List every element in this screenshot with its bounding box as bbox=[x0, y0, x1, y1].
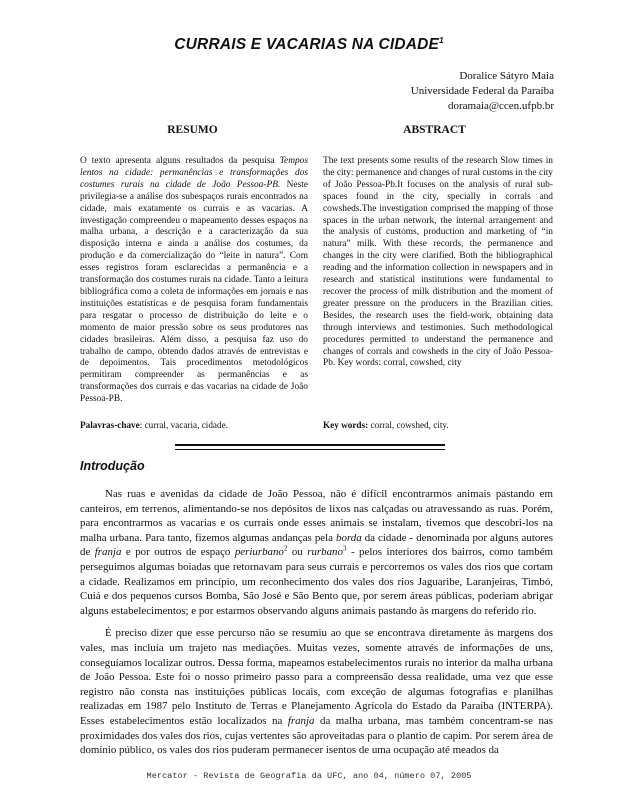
intro-paragraph-1: Nas ruas e avenidas da cidade de João Pessoa, não é difícil encontrarmos animais pastando em canteiros, em terrenos, alimentando-se nos depósitos de lixos nas calçadas ou atravessando as ruas. Porém, para encontrarmos as vacarias e os currais onde esses animais se instalam, tivemos que descobri-los na malha urbana. Para tanto, fizemos algumas andanças pela borda da cidade - denominada por alguns autores de franja e por outros de espaço periurbano$^2$ ou rurbano$^3$ - pelos interiores dos bairros, como também perseguimos algumas boiadas que retornavam para seus currais e percorremos os vales dos rios que cortam a cidade. Realizamos em princípio, um reconhecimento dos vales dos rios Jaguaribe, Laranjeiras, Timbó, Cuiá e dos pequenos cursos Bomba, São José e São Bento que, por serem áreas públicas, poderiam abrigar alguns estabelecimentos; e por estarmos observando alguns animais pastando às margens do referido rio. bbox=[80, 488, 553, 617]
resumo-text: O texto apresenta alguns resultados da pesquisa Tempos lentos na cidade: permanências e transformações dos costumes rurais na cidade de João Pessoa-PB. Neste privilegia-se a análise dos subespaços rurais encontrados na cidade, mais exatamente os currais e as vacarias. A investigação compreendeu o mapeamento desses espaços na malha urbana, a descrição e a caracterização da sua disposição interna e ainda a análise dos costumes, da produção e da comercialização do “leite in natura”. Com esses registros foram esclarecidas a permanência e a transformação dos costumes rurais na cidade. Tanto a leitura bibliográfica como a coleta de informações em jornais e nas instituições estatísticas e de pesquisa foram fundamentais para resgatar o processo de distribuição do leite e o momento de maior pressão sobre os seus produtores nas cidades brasileiras. Além disso, a pesquisa faz uso do trabalho de campo, obtendo dados através de entrevistas e de depoimentos. Tais procedimentos metodológicos permitiram compreender as permanências e as transformações dos currais e das vacarias na cidade de João Pessoa-PB. bbox=[80, 156, 308, 405]
section-divider-thin bbox=[175, 449, 445, 450]
key-words: Key words: corral, cowshed, city. bbox=[323, 420, 449, 430]
title-footnote-marker: 1 bbox=[439, 36, 444, 45]
paper-title bbox=[0, 36, 618, 54]
section-divider-thick bbox=[175, 444, 445, 446]
author-name: Doralice Sátyro Maia bbox=[459, 70, 554, 82]
resumo-heading: RESUMO bbox=[167, 124, 218, 136]
abstract-text: The text presents some results of the research Slow times in the city: permanence and changes of rural customs in the city of João Pessoa-Pb.It focuses on the analysis of rural sub-spaces found in the city, specially in corrals and cowsheds.The investigation comprised the mapping of those spaces in the urban network, the internal arrangement and the analysis of customs, production and marketing of “in natura” milk. With these records, the permanence and changes in the city were clarified. Both the bibliographical reading and the information collection in newspapers and in research and statistical institutions were fundamental to recover the process of milk distribution and the moment of greater pressure on the producers in the Brazilian cities. Besides, the research uses the field-work, obtaining data through interviews and testimonies. Such methodological procedures permitted to understand the permanence and changes of corrals and cowsheds in the city of João Pessoa-Pb. Key words: corral, cowshed, city bbox=[323, 156, 553, 369]
intro-paragraph-2: É preciso dizer que esse percurso não se resumiu ao que se encontrava diretamente às margens dos vales, mas incluía um trajeto nas mediações. Muitas vezes, somente através de informações de uns, conseguíamos localizar outros. Dessa forma, mapeamos estabelecimentos rurais no interior da malha urbana de João Pessoa. Este foi o nosso primeiro passo para a compreensão dessa realidade, uma vez que esse registro não consta nas instituições públicas locais, com exceção de algumas fotografias e planilhas realizadas em 1987 pelo Instituto de Terras e Planejamento Agrícola do Estado da Paraíba (INTERPA). Esses estabelecimentos estão localizados na franja da malha urbana, mas também concentram-se nas proximidades dos vales dos rios, cujas vertentes são aproveitadas para o plantio de capim. Por serem área de domínio público, os vales dos rios puderam permanecer isentos de uma ocupação até meados da bbox=[80, 627, 553, 757]
journal-footer: Mercator - Revista de Geografia da UFC, ano 04, número 07, 2005 bbox=[146, 771, 472, 781]
palavras-chave: Palavras-chave: curral, vacaria, cidade. bbox=[80, 420, 228, 430]
introducao-body bbox=[80, 487, 553, 758]
abstract-heading: ABSTRACT bbox=[403, 124, 466, 136]
author-block bbox=[411, 69, 554, 114]
introducao-heading: Introdução bbox=[80, 459, 145, 473]
author-email: doramaia@ccen.ufpb.br bbox=[447, 100, 554, 112]
author-affiliation: Universidade Federal da Paraíba bbox=[410, 85, 554, 97]
title-text: CURRAIS E VACARIAS NA CIDADE bbox=[174, 36, 440, 54]
